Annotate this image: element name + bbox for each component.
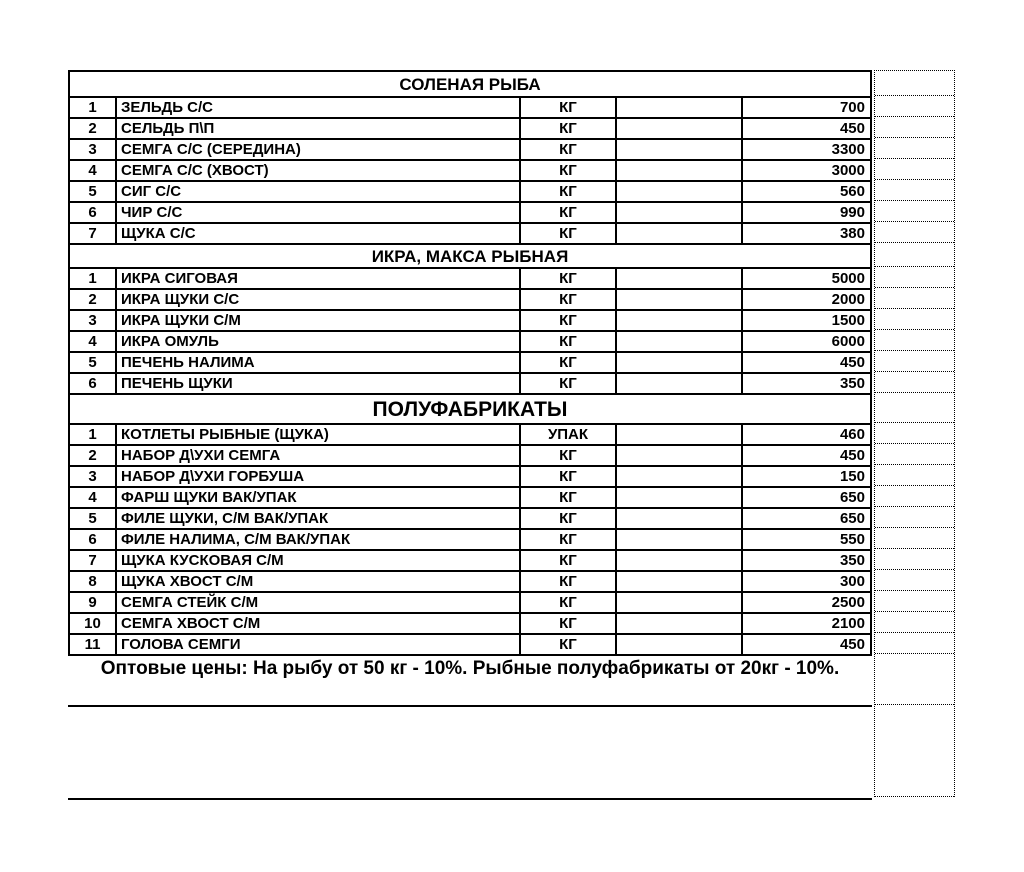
table-row: [70, 591, 870, 612]
unit-cell: КГ: [519, 119, 615, 138]
table-row: [70, 633, 870, 654]
table-row: [70, 267, 870, 288]
section-header-row: [70, 393, 870, 423]
dotted-grid-cell: [875, 309, 954, 330]
row-number: 5: [88, 183, 97, 200]
price-cell: 450: [741, 446, 870, 465]
table-row: [70, 612, 870, 633]
unit-cell: КГ: [519, 551, 615, 570]
dotted-grid-cell: [875, 288, 954, 309]
empty-cell: [615, 425, 741, 444]
product-name: ИКРА ЩУКИ С/С: [115, 290, 519, 309]
row-number: 7: [88, 552, 97, 569]
table-row: [70, 486, 870, 507]
table-row: [70, 309, 870, 330]
row-number: 6: [88, 531, 97, 548]
product-name: ФАРШ ЩУКИ ВАК/УПАК: [115, 488, 519, 507]
table-row: [70, 96, 870, 117]
unit-cell: КГ: [519, 224, 615, 243]
product-name: ФИЛЕ НАЛИМА, С/М ВАК/УПАК: [115, 530, 519, 549]
product-name: КОТЛЕТЫ РЫБНЫЕ (ЩУКА): [115, 425, 519, 444]
product-name: ЩУКА С/С: [115, 224, 519, 243]
price-cell: 460: [741, 425, 870, 444]
product-name: ЗЕЛЬДЬ С/С: [115, 98, 519, 117]
price-cell: 650: [741, 509, 870, 528]
table-row: [70, 330, 870, 351]
product-name: ПЕЧЕНЬ НАЛИМА: [115, 353, 519, 372]
unit-cell: КГ: [519, 635, 615, 654]
product-name: ФИЛЕ ЩУКИ, С/М ВАК/УПАК: [115, 509, 519, 528]
empty-cell: [615, 551, 741, 570]
product-name: СЕМГА С/С (ХВОСТ): [115, 161, 519, 180]
dotted-grid-cell: [875, 591, 954, 612]
unit-cell: УПАК: [519, 425, 615, 444]
unit-cell: КГ: [519, 374, 615, 393]
unit-cell: КГ: [519, 509, 615, 528]
product-name: ЩУКА КУСКОВАЯ С/М: [115, 551, 519, 570]
dotted-grid-cell: [875, 549, 954, 570]
table-row: [70, 222, 870, 243]
dotted-grid-cell: [875, 159, 954, 180]
empty-cell: [615, 182, 741, 201]
bottom-empty-row: [68, 707, 872, 800]
dotted-grid-cell: [875, 243, 954, 267]
product-name: ПЕЧЕНЬ ЩУКИ: [115, 374, 519, 393]
table-row: [70, 465, 870, 486]
price-cell: 650: [741, 488, 870, 507]
dotted-grid-cell: [875, 705, 954, 797]
empty-cell: [615, 593, 741, 612]
price-cell: 450: [741, 119, 870, 138]
row-number: 6: [88, 204, 97, 221]
dotted-grid-cell: [875, 71, 954, 96]
section-title: ИКРА, МАКСА РЫБНАЯ: [371, 246, 569, 266]
row-number: 3: [88, 468, 97, 485]
table-row: [70, 507, 870, 528]
section-title: ПОЛУФАБРИКАТЫ: [372, 397, 568, 421]
product-name: СЕМГА С/С (СЕРЕДИНА): [115, 140, 519, 159]
unit-cell: КГ: [519, 353, 615, 372]
product-name: ГОЛОВА СЕМГИ: [115, 635, 519, 654]
empty-cell: [615, 98, 741, 117]
price-cell: 450: [741, 635, 870, 654]
dotted-grid-cell: [875, 138, 954, 159]
section-title: СОЛЕНАЯ РЫБА: [399, 74, 541, 94]
row-number: 1: [88, 99, 97, 116]
row-number: 1: [88, 426, 97, 443]
price-cell: 2500: [741, 593, 870, 612]
unit-cell: КГ: [519, 593, 615, 612]
row-number: 4: [88, 489, 97, 506]
empty-cell: [615, 161, 741, 180]
empty-cell: [615, 635, 741, 654]
table-row: [70, 138, 870, 159]
price-cell: 6000: [741, 332, 870, 351]
empty-cell: [615, 614, 741, 633]
unit-cell: КГ: [519, 203, 615, 222]
price-cell: 5000: [741, 269, 870, 288]
unit-cell: КГ: [519, 488, 615, 507]
price-cell: 380: [741, 224, 870, 243]
empty-cell: [615, 119, 741, 138]
unit-cell: КГ: [519, 311, 615, 330]
dotted-grid-cell: [875, 486, 954, 507]
row-number: 2: [88, 291, 97, 308]
unit-cell: КГ: [519, 614, 615, 633]
unit-cell: КГ: [519, 161, 615, 180]
empty-cell: [615, 488, 741, 507]
product-name: НАБОР Д\УХИ СЕМГА: [115, 446, 519, 465]
price-list-table: [68, 70, 872, 656]
empty-cell: [615, 332, 741, 351]
unit-cell: КГ: [519, 572, 615, 591]
dotted-grid-cell: [875, 528, 954, 549]
empty-cell: [615, 269, 741, 288]
price-cell: 3300: [741, 140, 870, 159]
price-cell: 350: [741, 551, 870, 570]
empty-cell: [615, 467, 741, 486]
row-number: 6: [88, 375, 97, 392]
unit-cell: КГ: [519, 182, 615, 201]
table-row: [70, 180, 870, 201]
table-row: [70, 444, 870, 465]
row-number: 5: [88, 354, 97, 371]
section-header-row: [70, 243, 870, 267]
row-number: 2: [88, 120, 97, 137]
table-row: [70, 159, 870, 180]
unit-cell: КГ: [519, 467, 615, 486]
dotted-grid-cell: [875, 117, 954, 138]
dotted-grid-cell: [875, 180, 954, 201]
dotted-grid-cell: [875, 372, 954, 393]
empty-cell: [615, 140, 741, 159]
product-name: СИГ С/С: [115, 182, 519, 201]
unit-cell: КГ: [519, 98, 615, 117]
row-number: 2: [88, 447, 97, 464]
dotted-grid-cell: [875, 507, 954, 528]
product-name: ИКРА ОМУЛЬ: [115, 332, 519, 351]
dotted-grid-cell: [875, 393, 954, 423]
unit-cell: КГ: [519, 332, 615, 351]
product-name: ИКРА ЩУКИ С/М: [115, 311, 519, 330]
dotted-grid-cell: [875, 444, 954, 465]
price-cell: 350: [741, 374, 870, 393]
dotted-grid-cell: [875, 222, 954, 243]
price-cell: 700: [741, 98, 870, 117]
dotted-grid-cell: [875, 330, 954, 351]
empty-cell: [615, 572, 741, 591]
product-name: СЕМГА СТЕЙК С/М: [115, 593, 519, 612]
price-cell: 450: [741, 353, 870, 372]
price-cell: 550: [741, 530, 870, 549]
dotted-grid-cell: [875, 633, 954, 654]
price-cell: 1500: [741, 311, 870, 330]
price-cell: 560: [741, 182, 870, 201]
row-number: 8: [88, 573, 97, 590]
row-number: 4: [88, 162, 97, 179]
row-number: 1: [88, 270, 97, 287]
table-row: [70, 117, 870, 138]
dotted-grid-cell: [875, 96, 954, 117]
unit-cell: КГ: [519, 446, 615, 465]
dotted-grid-cell: [875, 654, 954, 705]
unit-cell: КГ: [519, 530, 615, 549]
empty-cell: [615, 311, 741, 330]
empty-cell: [615, 446, 741, 465]
empty-cell: [615, 353, 741, 372]
price-cell: 3000: [741, 161, 870, 180]
unit-cell: КГ: [519, 269, 615, 288]
empty-cell: [615, 203, 741, 222]
row-number: 10: [84, 615, 101, 632]
price-cell: 150: [741, 467, 870, 486]
table-row: [70, 201, 870, 222]
page-break-grid-column: [874, 70, 955, 797]
price-cell: 300: [741, 572, 870, 591]
dotted-grid-cell: [875, 267, 954, 288]
dotted-grid-cell: [875, 570, 954, 591]
product-name: НАБОР Д\УХИ ГОРБУША: [115, 467, 519, 486]
price-cell: 2000: [741, 290, 870, 309]
table-row: [70, 528, 870, 549]
row-number: 9: [88, 594, 97, 611]
table-row: [70, 549, 870, 570]
empty-cell: [615, 374, 741, 393]
price-cell: 990: [741, 203, 870, 222]
row-number: 3: [88, 312, 97, 329]
empty-cell: [615, 224, 741, 243]
empty-cell: [615, 290, 741, 309]
dotted-grid-cell: [875, 351, 954, 372]
table-row: [70, 570, 870, 591]
section-header-row: [70, 72, 870, 96]
table-row: [70, 372, 870, 393]
dotted-grid-cell: [875, 612, 954, 633]
row-number: 3: [88, 141, 97, 158]
empty-cell: [615, 509, 741, 528]
table-row: [70, 288, 870, 309]
product-name: ИКРА СИГОВАЯ: [115, 269, 519, 288]
row-number: 11: [84, 636, 101, 653]
wholesale-note: Оптовые цены: На рыбу от 50 кг - 10%. Рыбные полуфабрикаты от 20кг - 10%.: [68, 656, 872, 707]
product-name: ЩУКА ХВОСТ С/М: [115, 572, 519, 591]
dotted-grid-cell: [875, 465, 954, 486]
row-number: 5: [88, 510, 97, 527]
table-row: [70, 351, 870, 372]
table-row: [70, 423, 870, 444]
product-name: СЕЛЬДЬ П\П: [115, 119, 519, 138]
unit-cell: КГ: [519, 140, 615, 159]
dotted-grid-cell: [875, 423, 954, 444]
row-number: 4: [88, 333, 97, 350]
row-number: 7: [88, 225, 97, 242]
price-cell: 2100: [741, 614, 870, 633]
product-name: ЧИР С/С: [115, 203, 519, 222]
empty-cell: [615, 530, 741, 549]
product-name: СЕМГА ХВОСТ С/М: [115, 614, 519, 633]
unit-cell: КГ: [519, 290, 615, 309]
dotted-grid-cell: [875, 201, 954, 222]
